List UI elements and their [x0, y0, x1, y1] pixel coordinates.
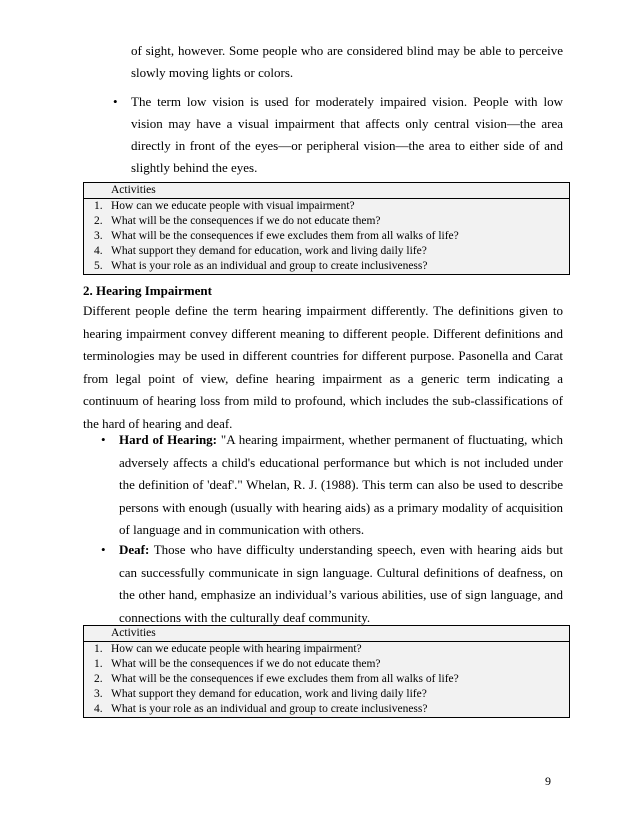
- definition-text: "A hearing impairment, whether permanent of fluctuating, which adversely affects a child's educational performance but which is not included under the definition of 'deaf'." Whelan, R. J. (1988). This term can also be used to describe persons with enough (usually with hearing aids) as a primary modality of acquisition of language and in communication with others.: [119, 432, 564, 537]
- activity-number: 2.: [94, 673, 103, 685]
- page-number: 9: [545, 774, 551, 788]
- bullet-icon: •: [101, 432, 106, 447]
- activity-item: [84, 687, 569, 702]
- activity-item: [84, 229, 569, 244]
- activity-number: 5.: [94, 260, 103, 272]
- bullet-icon: •: [113, 94, 118, 109]
- activity-item: [84, 702, 569, 717]
- activity-number: 3.: [94, 688, 103, 700]
- activity-text: What is your role as an individual and group to create inclusiveness?: [111, 703, 428, 715]
- low-vision-list: [113, 91, 563, 179]
- section-number: 2.: [83, 283, 93, 298]
- activities-list: [84, 199, 569, 274]
- activity-item: [84, 199, 569, 214]
- list-item: [113, 91, 563, 179]
- activity-number: 3.: [94, 230, 103, 242]
- activity-text: What will be the consequences if ewe excludes them from all walks of life?: [111, 230, 459, 242]
- activity-text: What support they demand for education, work and living daily life?: [111, 245, 427, 257]
- hearing-paragraph: Different people define the term hearing impairment differently. The definitions given to hearing impairment convey different meaning to different people. Different definitions and terminologies may be used in different countries for different purpose. Pasonella and Carat from legal point of view, define hearing impairment as a generic term indicating a continuum of hearing loss from mild to profound, which includes the sub-classifications of the hard of hearing and deaf.: [83, 303, 563, 431]
- activities-table-2: [83, 625, 570, 718]
- section-title: Hearing Impairment: [96, 283, 212, 298]
- activities-heading: Activities: [84, 626, 569, 642]
- activity-text: What support they demand for education, work and living daily life?: [111, 688, 427, 700]
- activity-text: What will be the consequences if we do not educate them?: [111, 658, 381, 670]
- activity-number: 1.: [94, 643, 103, 655]
- activity-number: 2.: [94, 215, 103, 227]
- activity-item: [84, 244, 569, 259]
- activity-number: 4.: [94, 703, 103, 715]
- activity-item: [84, 672, 569, 687]
- activity-text: How can we educate people with visual impairment?: [111, 200, 355, 212]
- activities-list: [84, 642, 569, 717]
- blind-continuation: of sight, however. Some people who are considered blind may be able to perceive slowly moving lights or colors.: [131, 43, 563, 80]
- definition-term: Hard of Hearing:: [119, 432, 218, 447]
- definition-term: Deaf:: [119, 542, 150, 557]
- activity-text: What is your role as an individual and group to create inclusiveness?: [111, 260, 428, 272]
- definition-item: [101, 539, 564, 629]
- activity-number: 1.: [94, 200, 103, 212]
- activity-text: What will be the consequences if we do not educate them?: [111, 215, 381, 227]
- activity-number: 1.: [94, 658, 103, 670]
- activity-number: 4.: [94, 245, 103, 257]
- activity-item: [84, 214, 569, 229]
- activity-text: How can we educate people with hearing impairment?: [111, 643, 362, 655]
- activities-table-1: [83, 182, 570, 275]
- activity-text: What will be the consequences if ewe excludes them from all walks of life?: [111, 673, 459, 685]
- definition-text: Those who have difficulty understanding speech, even with hearing aids but can successfully communicate in sign language. Cultural definitions of deafness, on the other hand, emphasize an individual’s various abilities, use of sign language, and connections with the culturally deaf community.: [119, 542, 564, 625]
- activity-item: [84, 657, 569, 672]
- activities-heading: Activities: [84, 183, 569, 199]
- section-heading: [83, 282, 212, 300]
- definition-item: [101, 429, 564, 542]
- low-vision-text: The term low vision is used for moderately impaired vision. People with low vision may have a visual impairment that affects only central vision—the area directly in front of the eyes—or peripheral vision—the area to either side of and slightly behind the eyes.: [131, 94, 563, 175]
- activity-item: [84, 259, 569, 274]
- bullet-icon: •: [101, 542, 106, 557]
- activity-item: [84, 642, 569, 657]
